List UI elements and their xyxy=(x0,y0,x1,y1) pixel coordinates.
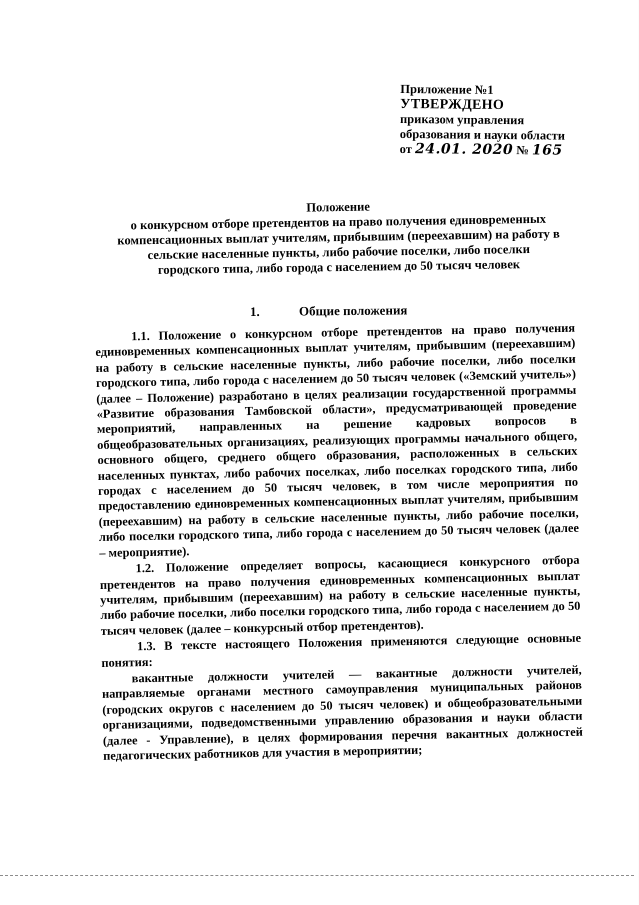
document-body xyxy=(95,321,583,766)
title-line-3: сельские населенные пункты, либо рабочие поселки, либо поселки xyxy=(147,242,531,263)
title-heading: Положение xyxy=(306,199,370,215)
section-title: Общие положения xyxy=(298,302,408,319)
appendix-label: Приложение №1 xyxy=(400,81,494,97)
document-title xyxy=(88,196,589,279)
scan-artifact-line xyxy=(0,875,639,876)
title-line-1: о конкурсном отборе претендентов на право получения единовременных xyxy=(130,211,547,233)
approval-line-2: образования и науки области xyxy=(399,126,566,143)
paragraph-1-2: 1.2. Положение определяет вопросы, касающиеся конкурсного отбора претендентов на право получения единовременных компенсационных выплат учителям, прибывшим (переехавшим) на работу в сельские населенные пункты, либо рабочие поселки, либо поселки городского типа, либо города с населением до 50 тысяч человек (далее – конкурсный отбор претендентов). xyxy=(99,552,581,638)
paragraph-1-3: 1.3. В тексте настоящего Положения применяются следующие основные понятия: xyxy=(101,630,582,670)
title-line-4: городского типа, либо города с населением до 50 тысяч человек xyxy=(157,257,521,277)
definition-vacancies: вакантные должности учителей — вакантные должности учителей, направляемые органами местного самоуправления муниципальных районов (городских округов с населением до 50 тысяч человек) и общеобразовательными организациями, подведомственными управлению образования и науки области (далее - Управление), в целях формирования перечня вакантных должностей педагогических работников для участия в мероприятии; xyxy=(101,662,583,763)
handwritten-date: 24.01. 2020 xyxy=(414,141,514,159)
approval-date-line xyxy=(400,142,600,159)
title-line-2: компенсационных выплат учителям, прибывшим (переехавшим) на работу в xyxy=(117,226,560,248)
approval-stamp xyxy=(400,82,601,159)
approval-line-1: приказом управления xyxy=(399,111,525,128)
section-number: 1. xyxy=(249,303,260,320)
paragraph-1-1: 1.1. Положение о конкурсном отборе претендентов на право получения единовременных компенсационных выплат учителям, прибывшим (переехавшим) на работу в сельские населенные пункты, либо рабочие поселки, либо поселки городского типа, либо города с населением до 50 тысяч человек («Земский учитель») (далее – Положение) разработано в целях реализации государственной программы «Развитие образования Тамбовской области», предусматривающей проведение мероприятий, направленных на решение кадровых вопросов в общеобразовательных организациях, реализующих программы начального общего, основного общего, среднего общего образования, расположенных в сельских населенных пунктах, либо рабочих поселках, либо поселках городского типа, либо городах с населением до 50 тысяч человек, в том числе мероприятия по предоставлению единовременных компенсационных выплат учителям, прибывшим (переехавшим) на работу в сельские населенные пункты, либо рабочие поселки, либо поселки городского типа, либо города с населением до 50 тысяч человек (далее – мероприятие). xyxy=(95,320,580,560)
section-heading xyxy=(250,302,450,320)
handwritten-number: 165 xyxy=(531,142,563,159)
date-prefix: от xyxy=(399,141,413,157)
number-prefix: № xyxy=(516,143,529,158)
approved-label: УТВЕРЖДЕНО xyxy=(400,96,505,114)
